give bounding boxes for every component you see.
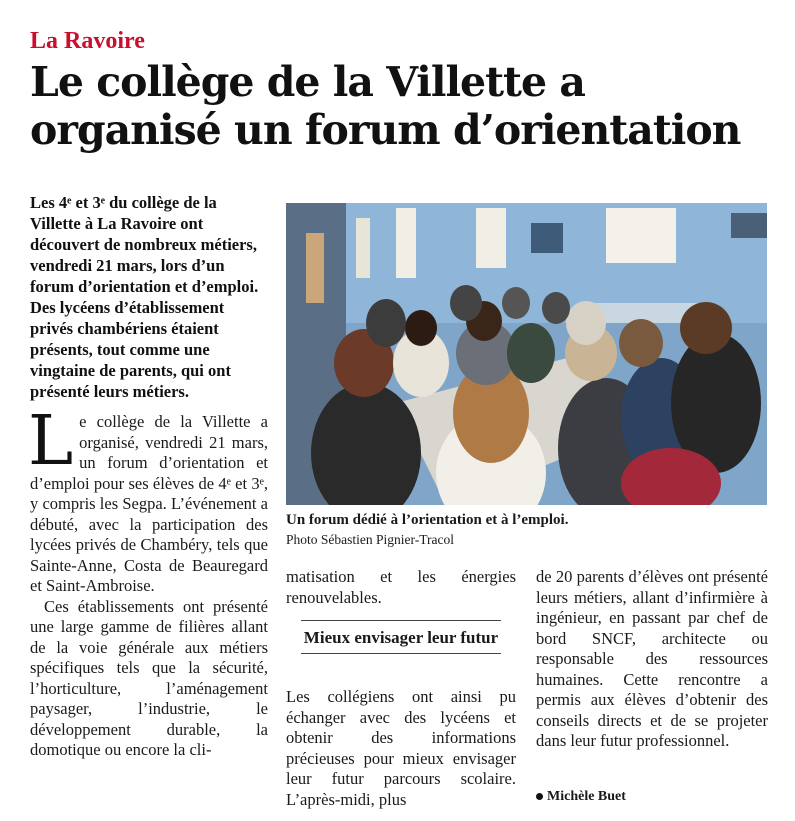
intertitle: Mieux envisager leur futur <box>301 620 501 654</box>
photo-caption <box>286 511 767 549</box>
bullet-icon <box>536 793 543 800</box>
article-lead: Les 4ᵉ et 3ᵉ du collège de la Villette à La Ravoire ont découvert de nombreux métiers, vendredi 21 mars, lors d’un forum d’orientation et d’emploi. Des lycéens d’établissement privés chambériens étaient présents, tout comme une vingtaine de parents, qui ont présenté leurs métiers. <box>30 193 259 401</box>
body-column-3: de 20 parents d’élèves ont présenté leurs métiers, allant d’infirmière à ingénieur, en passant par chef de bord SNCF, architecte ou responsable des ressources humaines. Cette rencontre a permis aux élèves d’obtenir des conseils directs et de se projeter dans leur futur professionnel. <box>536 567 768 750</box>
paragraph-2: Ces établissements ont présenté une large gamme de filières allant de la voie générale aux métiers spécifiques tels que la sécurité, l’horticulture, l’aménagement paysager, l’industrie, le développement durable, la domotique ou encore la cli- <box>30 596 268 759</box>
drop-cap: L <box>28 402 74 481</box>
article-photo <box>286 203 767 505</box>
body-column-2-bottom: Les collégiens ont ainsi pu échanger avec des lycéens et obtenir des informations précieuses pour mieux envisager leur futur parcours scolaire. L’après-midi, plus <box>286 687 516 809</box>
body-column-1 <box>28 402 268 761</box>
headline-line-2: organisé un forum d’orientation <box>30 106 741 154</box>
classroom-photo-illustration <box>286 203 767 505</box>
article-headline <box>30 58 770 154</box>
paragraph-1-text: e collège de la Villette a organisé, vendredi 21 mars, un forum d’orientation et d’emploi pour ses élèves de 4ᵉ et 3ᵉ, y compris les Segpa. L’événement a débuté, avec la participation des lycées privés de Chambéry, tels que Sainte-Anne, Costa de Beauregard et Saint-Ambroise. <box>30 412 268 595</box>
photo-credit: Photo Sébastien Pignier-Tracol <box>286 532 454 547</box>
author-name: Michèle Buet <box>547 789 626 804</box>
section-kicker: La Ravoire <box>30 28 145 54</box>
caption-title: Un forum dédié à l’orientation et à l’emploi. <box>286 512 569 528</box>
body-column-2-top: matisation et les énergies renouvelables. <box>286 567 516 607</box>
headline-line-1: Le collège de la Villette a <box>30 58 585 106</box>
first-paragraph <box>28 402 268 597</box>
author-signature <box>536 789 626 805</box>
